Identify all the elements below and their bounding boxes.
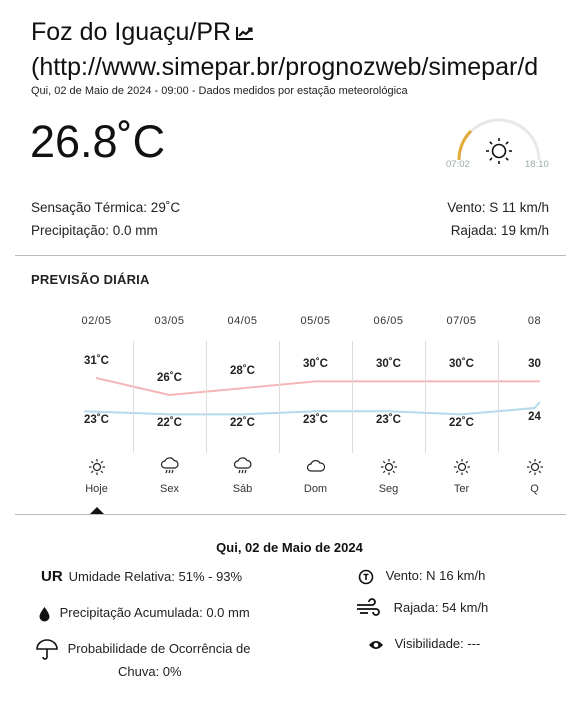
- forecast-max-temp: 26˚C: [157, 372, 182, 384]
- forecast-date: 03/05: [154, 315, 185, 327]
- forecast-min-temp: 23˚C: [84, 414, 109, 427]
- forecast-day-label: Sex: [160, 483, 179, 495]
- forecast-min-temp: 22˚C: [449, 417, 474, 430]
- feels-like: Sensação Térmica: 29˚C: [31, 200, 181, 215]
- forecast-date: 08: [527, 315, 542, 327]
- forecast-max-temp: 30˚C: [303, 358, 328, 371]
- raindrop-icon: [38, 606, 51, 622]
- detail-wind-value: Vento: N 16 km/h: [385, 568, 486, 583]
- forecast-max-temp: 28˚C: [230, 365, 255, 378]
- observation-subtitle: Qui, 02 de Maio de 2024 - 09:00 - Dados medidos por estação meteorológica: [31, 85, 408, 97]
- humidity-icon: UR: [41, 568, 63, 585]
- min-temperature-line: [84, 402, 540, 414]
- sun-icon: [425, 458, 498, 478]
- visibility-value: Visibilidade: ---: [394, 636, 481, 651]
- visibility-row: [368, 636, 480, 651]
- precip-accum-row: [38, 605, 250, 622]
- forecast-date: 06/05: [373, 315, 404, 327]
- forecast-date: 05/05: [300, 315, 331, 327]
- gust-wind-icon: [356, 600, 382, 618]
- forecast-day-label: Dom: [303, 483, 328, 495]
- forecast-max-temp: 30˚C: [449, 358, 474, 371]
- rain-cloud-icon: [133, 458, 206, 478]
- detail-date-title: Qui, 02 de Maio de 2024: [216, 540, 363, 555]
- daily-forecast-strip[interactable]: [60, 305, 542, 505]
- forecast-min-temp: 24: [528, 411, 541, 423]
- source-url[interactable]: (http://www.simepar.br/prognozweb/simepar/d: [31, 53, 539, 81]
- forecast-date: 07/05: [446, 315, 477, 327]
- forecast-min-temp: 22˚C: [230, 417, 255, 430]
- forecast-day-label: Q: [530, 483, 539, 495]
- forecast-day-label: Sáb: [232, 483, 253, 495]
- forecast-min-temp: 23˚C: [303, 414, 328, 427]
- sun-icon: [498, 458, 571, 478]
- trend-chart-icon[interactable]: [235, 25, 255, 41]
- forecast-max-temp: 30˚C: [376, 358, 401, 371]
- eye-icon: [368, 639, 384, 651]
- rain-prob-row: [35, 638, 250, 662]
- divider: [15, 255, 566, 256]
- divider: [15, 514, 566, 515]
- gust: Rajada: 19 km/h: [450, 223, 549, 238]
- forecast-date: 02/05: [81, 315, 112, 327]
- forecast-day-label: Hoje: [85, 483, 108, 495]
- forecast-column-separator: [206, 341, 207, 453]
- forecast-min-temp: 23˚C: [376, 414, 401, 427]
- selected-day-pointer: [90, 507, 104, 514]
- detail-gust-row: [356, 600, 488, 618]
- sunset-time: 18:10: [525, 159, 549, 170]
- forecast-max-temp: 31˚C: [84, 355, 109, 367]
- precipitation: Precipitação: 0.0 mm: [31, 223, 158, 238]
- rain-cloud-icon: [206, 458, 279, 478]
- forecast-max-temp: 30: [528, 358, 541, 371]
- forecast-day-label: Seg: [378, 483, 399, 495]
- forecast-day-label: Ter: [453, 483, 470, 495]
- current-temperature: 26.8˚C: [30, 116, 166, 167]
- sun-icon: [352, 458, 425, 478]
- forecast-column-separator: [133, 341, 134, 453]
- wind: Vento: S 11 km/h: [447, 200, 549, 215]
- humidity-value: Umidade Relativa: 51% - 93%: [68, 569, 243, 584]
- detail-gust-value: Rajada: 54 km/h: [393, 600, 489, 616]
- sunrise-time: 07:02: [446, 159, 470, 170]
- city-title: [31, 17, 255, 48]
- wind-direction-icon: [358, 569, 374, 585]
- forecast-min-temp: 22˚C: [157, 417, 182, 430]
- rain-prob-line2: Chuva: 0%: [118, 664, 182, 679]
- umbrella-icon: [35, 638, 59, 662]
- sun-icon: [486, 138, 512, 164]
- forecast-date: 04/05: [227, 315, 258, 327]
- detail-wind-row: [358, 568, 485, 585]
- sun-icon: [60, 458, 133, 478]
- city-name: Foz do Iguaçu/PR: [31, 18, 232, 46]
- daily-forecast-title: PREVISÃO DIÁRIA: [31, 272, 150, 287]
- precip-accum-value: Precipitação Acumulada: 0.0 mm: [59, 605, 250, 620]
- rain-prob-line1: Probabilidade de Ocorrência de: [67, 641, 251, 657]
- humidity-row: [41, 568, 242, 585]
- cloud-icon: [279, 458, 352, 478]
